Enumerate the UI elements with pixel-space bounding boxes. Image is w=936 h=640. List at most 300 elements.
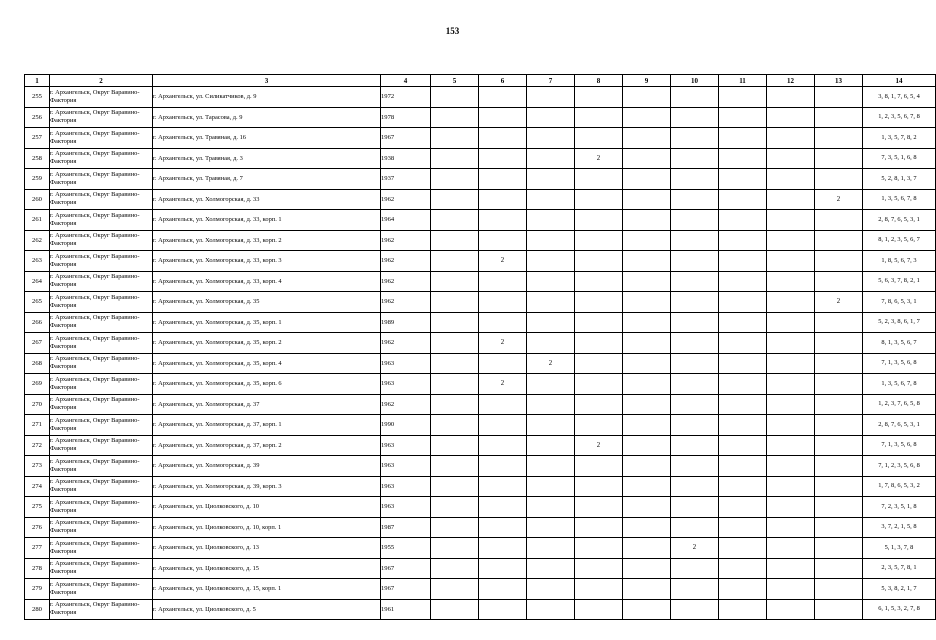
value-cell-c12 bbox=[767, 353, 815, 374]
address-cell: г. Архангельск, ул. Холмогорская, д. 35, корп. 1 bbox=[153, 312, 381, 333]
year-cell: 1967 bbox=[381, 579, 431, 600]
address-cell: г. Архангельск, ул. Травяная, д. 16 bbox=[153, 128, 381, 149]
value-cell-c6 bbox=[479, 394, 527, 415]
col-header: 6 bbox=[479, 75, 527, 87]
value-cell-c9 bbox=[623, 579, 671, 600]
value-cell-c8 bbox=[575, 189, 623, 210]
value-cell-c7 bbox=[527, 538, 575, 559]
value-cell-c7 bbox=[527, 292, 575, 313]
value-cell-c11 bbox=[719, 169, 767, 190]
value-cell-c12 bbox=[767, 435, 815, 456]
value-cell-c11 bbox=[719, 148, 767, 169]
codes-cell: 1, 8, 5, 6, 7, 3 bbox=[863, 251, 936, 272]
value-cell-c10 bbox=[671, 374, 719, 395]
page-number: 153 bbox=[445, 26, 460, 36]
value-cell-c7 bbox=[527, 394, 575, 415]
value-cell-c9 bbox=[623, 87, 671, 108]
value-cell-c7 bbox=[527, 251, 575, 272]
value-cell-c6: 2 bbox=[479, 374, 527, 395]
year-cell: 1962 bbox=[381, 394, 431, 415]
value-cell-c13 bbox=[815, 558, 863, 579]
address-cell: г. Архангельск, ул. Холмогорская, д. 35 bbox=[153, 292, 381, 313]
value-cell-c9 bbox=[623, 189, 671, 210]
value-cell-c12 bbox=[767, 333, 815, 354]
row-number-cell: 255 bbox=[25, 87, 50, 108]
value-cell-c11 bbox=[719, 87, 767, 108]
value-cell-c11 bbox=[719, 538, 767, 559]
codes-cell: 7, 1, 2, 3, 5, 6, 8 bbox=[863, 456, 936, 477]
codes-cell: 3, 8, 1, 7, 6, 5, 4 bbox=[863, 87, 936, 108]
col-header: 4 bbox=[381, 75, 431, 87]
value-cell-c9 bbox=[623, 517, 671, 538]
row-number-cell: 260 bbox=[25, 189, 50, 210]
table-row bbox=[25, 599, 936, 620]
value-cell-c7 bbox=[527, 230, 575, 251]
value-cell-c8 bbox=[575, 107, 623, 128]
district-cell: г. Архангельск, Округ Варавино-Фактория bbox=[50, 189, 153, 210]
col-header: 7 bbox=[527, 75, 575, 87]
district-cell: г. Архангельск, Округ Варавино-Фактория bbox=[50, 353, 153, 374]
value-cell-c9 bbox=[623, 210, 671, 231]
value-cell-c8: 2 bbox=[575, 148, 623, 169]
district-cell: г. Архангельск, Округ Варавино-Фактория bbox=[50, 271, 153, 292]
table-body bbox=[25, 87, 936, 620]
value-cell-c12 bbox=[767, 517, 815, 538]
value-cell-c7 bbox=[527, 579, 575, 600]
value-cell-c7 bbox=[527, 107, 575, 128]
value-cell-c11 bbox=[719, 497, 767, 518]
value-cell-c9 bbox=[623, 456, 671, 477]
value-cell-c10 bbox=[671, 107, 719, 128]
value-cell-c7 bbox=[527, 169, 575, 190]
value-cell-c8 bbox=[575, 476, 623, 497]
value-cell-c5 bbox=[431, 599, 479, 620]
value-cell-c7 bbox=[527, 599, 575, 620]
value-cell-c5 bbox=[431, 87, 479, 108]
value-cell-c5 bbox=[431, 538, 479, 559]
value-cell-c12 bbox=[767, 579, 815, 600]
value-cell-c7 bbox=[527, 456, 575, 477]
value-cell-c5 bbox=[431, 107, 479, 128]
address-cell: г. Архангельск, ул. Циолковского, д. 15 bbox=[153, 558, 381, 579]
value-cell-c6 bbox=[479, 169, 527, 190]
value-cell-c12 bbox=[767, 415, 815, 436]
value-cell-c8 bbox=[575, 353, 623, 374]
value-cell-c11 bbox=[719, 579, 767, 600]
year-cell: 1937 bbox=[381, 169, 431, 190]
value-cell-c9 bbox=[623, 107, 671, 128]
table-row bbox=[25, 148, 936, 169]
value-cell-c9 bbox=[623, 497, 671, 518]
row-number-cell: 261 bbox=[25, 210, 50, 231]
value-cell-c7 bbox=[527, 312, 575, 333]
row-number-cell: 264 bbox=[25, 271, 50, 292]
address-cell: г. Архангельск, ул. Холмогорская, д. 37, корп. 1 bbox=[153, 415, 381, 436]
codes-cell: 2, 3, 5, 7, 8, 1 bbox=[863, 558, 936, 579]
value-cell-c12 bbox=[767, 189, 815, 210]
value-cell-c6 bbox=[479, 230, 527, 251]
address-cell: г. Архангельск, ул. Циолковского, д. 15, корп. 1 bbox=[153, 579, 381, 600]
value-cell-c7 bbox=[527, 435, 575, 456]
row-number-cell: 270 bbox=[25, 394, 50, 415]
value-cell-c6 bbox=[479, 497, 527, 518]
value-cell-c11 bbox=[719, 292, 767, 313]
address-cell: г. Архангельск, ул. Циолковского, д. 13 bbox=[153, 538, 381, 559]
value-cell-c11 bbox=[719, 251, 767, 272]
value-cell-c8 bbox=[575, 87, 623, 108]
value-cell-c6 bbox=[479, 476, 527, 497]
address-cell: г. Архангельск, ул. Холмогорская, д. 39 bbox=[153, 456, 381, 477]
value-cell-c8 bbox=[575, 128, 623, 149]
value-cell-c6 bbox=[479, 210, 527, 231]
value-cell-c13 bbox=[815, 333, 863, 354]
value-cell-c9 bbox=[623, 169, 671, 190]
value-cell-c12 bbox=[767, 497, 815, 518]
year-cell: 1962 bbox=[381, 230, 431, 251]
value-cell-c5 bbox=[431, 271, 479, 292]
col-header: 3 bbox=[153, 75, 381, 87]
value-cell-c12 bbox=[767, 169, 815, 190]
value-cell-c11 bbox=[719, 312, 767, 333]
row-number-cell: 257 bbox=[25, 128, 50, 149]
value-cell-c5 bbox=[431, 415, 479, 436]
value-cell-c8 bbox=[575, 230, 623, 251]
codes-cell: 7, 1, 3, 5, 6, 8 bbox=[863, 435, 936, 456]
value-cell-c11 bbox=[719, 476, 767, 497]
value-cell-c8 bbox=[575, 415, 623, 436]
value-cell-c9 bbox=[623, 558, 671, 579]
row-number-cell: 278 bbox=[25, 558, 50, 579]
value-cell-c12 bbox=[767, 476, 815, 497]
value-cell-c11 bbox=[719, 210, 767, 231]
row-number-cell: 277 bbox=[25, 538, 50, 559]
table-row bbox=[25, 210, 936, 231]
col-header: 9 bbox=[623, 75, 671, 87]
value-cell-c7 bbox=[527, 517, 575, 538]
col-header: 11 bbox=[719, 75, 767, 87]
value-cell-c12 bbox=[767, 374, 815, 395]
value-cell-c13 bbox=[815, 394, 863, 415]
district-cell: г. Архангельск, Округ Варавино-Фактория bbox=[50, 497, 153, 518]
row-number-cell: 280 bbox=[25, 599, 50, 620]
value-cell-c10 bbox=[671, 271, 719, 292]
value-cell-c5 bbox=[431, 394, 479, 415]
value-cell-c8 bbox=[575, 558, 623, 579]
table-row bbox=[25, 353, 936, 374]
district-cell: г. Архангельск, Округ Варавино-Фактория bbox=[50, 148, 153, 169]
col-header: 5 bbox=[431, 75, 479, 87]
value-cell-c6 bbox=[479, 579, 527, 600]
value-cell-c12 bbox=[767, 456, 815, 477]
header-row bbox=[25, 75, 936, 87]
value-cell-c8 bbox=[575, 169, 623, 190]
value-cell-c8 bbox=[575, 497, 623, 518]
address-cell: г. Архангельск, ул. Холмогорская, д. 35, корп. 6 bbox=[153, 374, 381, 395]
value-cell-c9 bbox=[623, 599, 671, 620]
value-cell-c10 bbox=[671, 435, 719, 456]
col-header: 12 bbox=[767, 75, 815, 87]
col-header: 13 bbox=[815, 75, 863, 87]
value-cell-c7 bbox=[527, 374, 575, 395]
row-number-cell: 274 bbox=[25, 476, 50, 497]
row-number-cell: 259 bbox=[25, 169, 50, 190]
row-number-cell: 272 bbox=[25, 435, 50, 456]
value-cell-c11 bbox=[719, 415, 767, 436]
value-cell-c11 bbox=[719, 189, 767, 210]
value-cell-c9 bbox=[623, 435, 671, 456]
row-number-cell: 268 bbox=[25, 353, 50, 374]
value-cell-c6 bbox=[479, 538, 527, 559]
district-cell: г. Архангельск, Округ Варавино-Фактория bbox=[50, 374, 153, 395]
value-cell-c5 bbox=[431, 476, 479, 497]
row-number-cell: 258 bbox=[25, 148, 50, 169]
year-cell: 1964 bbox=[381, 210, 431, 231]
value-cell-c13 bbox=[815, 415, 863, 436]
value-cell-c7 bbox=[527, 148, 575, 169]
value-cell-c8 bbox=[575, 579, 623, 600]
value-cell-c10 bbox=[671, 579, 719, 600]
value-cell-c11 bbox=[719, 333, 767, 354]
value-cell-c13 bbox=[815, 497, 863, 518]
district-cell: г. Архангельск, Округ Варавино-Фактория bbox=[50, 87, 153, 108]
table-row bbox=[25, 312, 936, 333]
value-cell-c9 bbox=[623, 230, 671, 251]
value-cell-c5 bbox=[431, 251, 479, 272]
row-number-cell: 256 bbox=[25, 107, 50, 128]
year-cell: 1962 bbox=[381, 333, 431, 354]
value-cell-c6 bbox=[479, 558, 527, 579]
value-cell-c10 bbox=[671, 251, 719, 272]
year-cell: 1967 bbox=[381, 558, 431, 579]
row-number-cell: 271 bbox=[25, 415, 50, 436]
value-cell-c5 bbox=[431, 558, 479, 579]
codes-cell: 1, 3, 5, 7, 8, 2 bbox=[863, 128, 936, 149]
row-number-cell: 279 bbox=[25, 579, 50, 600]
value-cell-c13 bbox=[815, 148, 863, 169]
value-cell-c13: 2 bbox=[815, 189, 863, 210]
value-cell-c10 bbox=[671, 333, 719, 354]
year-cell: 1938 bbox=[381, 148, 431, 169]
table-row bbox=[25, 497, 936, 518]
value-cell-c9 bbox=[623, 271, 671, 292]
value-cell-c7 bbox=[527, 189, 575, 210]
value-cell-c8 bbox=[575, 271, 623, 292]
district-cell: г. Архангельск, Округ Варавино-Фактория bbox=[50, 558, 153, 579]
year-cell: 1989 bbox=[381, 312, 431, 333]
address-cell: г. Архангельск, ул. Холмогорская, д. 33 bbox=[153, 189, 381, 210]
value-cell-c8 bbox=[575, 333, 623, 354]
table-row bbox=[25, 107, 936, 128]
value-cell-c9 bbox=[623, 353, 671, 374]
value-cell-c12 bbox=[767, 599, 815, 620]
value-cell-c11 bbox=[719, 394, 767, 415]
year-cell: 1962 bbox=[381, 271, 431, 292]
value-cell-c6: 2 bbox=[479, 333, 527, 354]
address-cell: г. Архангельск, ул. Холмогорская, д. 39, корп. 3 bbox=[153, 476, 381, 497]
value-cell-c13 bbox=[815, 599, 863, 620]
table-row bbox=[25, 333, 936, 354]
value-cell-c11 bbox=[719, 107, 767, 128]
value-cell-c9 bbox=[623, 148, 671, 169]
year-cell: 1963 bbox=[381, 456, 431, 477]
district-cell: г. Архангельск, Округ Варавино-Фактория bbox=[50, 312, 153, 333]
address-cell: г. Архангельск, ул. Холмогорская, д. 33, корп. 1 bbox=[153, 210, 381, 231]
value-cell-c10: 2 bbox=[671, 538, 719, 559]
table-row bbox=[25, 435, 936, 456]
codes-cell: 1, 3, 5, 6, 7, 8 bbox=[863, 374, 936, 395]
value-cell-c9 bbox=[623, 538, 671, 559]
value-cell-c10 bbox=[671, 128, 719, 149]
value-cell-c5 bbox=[431, 435, 479, 456]
value-cell-c10 bbox=[671, 415, 719, 436]
value-cell-c9 bbox=[623, 333, 671, 354]
value-cell-c8 bbox=[575, 456, 623, 477]
district-cell: г. Архангельск, Округ Варавино-Фактория bbox=[50, 599, 153, 620]
table-row bbox=[25, 538, 936, 559]
year-cell: 1963 bbox=[381, 353, 431, 374]
year-cell: 1962 bbox=[381, 251, 431, 272]
row-number-cell: 273 bbox=[25, 456, 50, 477]
row-number-cell: 266 bbox=[25, 312, 50, 333]
value-cell-c13 bbox=[815, 353, 863, 374]
value-cell-c7 bbox=[527, 128, 575, 149]
value-cell-c9 bbox=[623, 251, 671, 272]
value-cell-c12 bbox=[767, 210, 815, 231]
district-cell: г. Архангельск, Округ Варавино-Фактория bbox=[50, 251, 153, 272]
codes-cell: 5, 1, 3, 7, 8 bbox=[863, 538, 936, 559]
value-cell-c12 bbox=[767, 251, 815, 272]
value-cell-c12 bbox=[767, 107, 815, 128]
value-cell-c13 bbox=[815, 128, 863, 149]
address-cell: г. Архангельск, ул. Циолковского, д. 10, корп. 1 bbox=[153, 517, 381, 538]
row-number-cell: 262 bbox=[25, 230, 50, 251]
value-cell-c10 bbox=[671, 599, 719, 620]
value-cell-c6 bbox=[479, 353, 527, 374]
value-cell-c12 bbox=[767, 128, 815, 149]
value-cell-c7 bbox=[527, 333, 575, 354]
year-cell: 1987 bbox=[381, 517, 431, 538]
address-cell: г. Архангельск, ул. Холмогорская, д. 33, корп. 4 bbox=[153, 271, 381, 292]
address-cell: г. Архангельск, ул. Циолковского, д. 5 bbox=[153, 599, 381, 620]
value-cell-c13 bbox=[815, 251, 863, 272]
value-cell-c13 bbox=[815, 210, 863, 231]
value-cell-c7 bbox=[527, 271, 575, 292]
year-cell: 1962 bbox=[381, 292, 431, 313]
codes-cell: 7, 1, 3, 5, 6, 8 bbox=[863, 353, 936, 374]
district-cell: г. Архангельск, Округ Варавино-Фактория bbox=[50, 415, 153, 436]
value-cell-c6 bbox=[479, 271, 527, 292]
value-cell-c10 bbox=[671, 87, 719, 108]
value-cell-c12 bbox=[767, 87, 815, 108]
value-cell-c10 bbox=[671, 456, 719, 477]
value-cell-c8 bbox=[575, 374, 623, 395]
codes-cell: 5, 2, 8, 1, 3, 7 bbox=[863, 169, 936, 190]
value-cell-c8 bbox=[575, 210, 623, 231]
value-cell-c11 bbox=[719, 435, 767, 456]
value-cell-c5 bbox=[431, 148, 479, 169]
address-cell: г. Архангельск, ул. Травяная, д. 7 bbox=[153, 169, 381, 190]
table-row bbox=[25, 558, 936, 579]
table-row bbox=[25, 517, 936, 538]
value-cell-c11 bbox=[719, 128, 767, 149]
codes-cell: 3, 7, 2, 1, 5, 8 bbox=[863, 517, 936, 538]
codes-cell: 1, 2, 3, 5, 6, 7, 8 bbox=[863, 107, 936, 128]
value-cell-c13: 2 bbox=[815, 292, 863, 313]
value-cell-c8 bbox=[575, 292, 623, 313]
value-cell-c7 bbox=[527, 476, 575, 497]
codes-cell: 1, 7, 8, 6, 5, 3, 2 bbox=[863, 476, 936, 497]
value-cell-c12 bbox=[767, 394, 815, 415]
value-cell-c13 bbox=[815, 87, 863, 108]
codes-cell: 5, 6, 3, 7, 8, 2, 1 bbox=[863, 271, 936, 292]
value-cell-c10 bbox=[671, 292, 719, 313]
year-cell: 1978 bbox=[381, 107, 431, 128]
value-cell-c10 bbox=[671, 517, 719, 538]
district-cell: г. Архангельск, Округ Варавино-Фактория bbox=[50, 169, 153, 190]
year-cell: 1961 bbox=[381, 599, 431, 620]
value-cell-c13 bbox=[815, 538, 863, 559]
value-cell-c5 bbox=[431, 497, 479, 518]
table-row bbox=[25, 271, 936, 292]
value-cell-c11 bbox=[719, 517, 767, 538]
year-cell: 1963 bbox=[381, 374, 431, 395]
table-row bbox=[25, 251, 936, 272]
year-cell: 1963 bbox=[381, 476, 431, 497]
row-number-cell: 269 bbox=[25, 374, 50, 395]
value-cell-c13 bbox=[815, 107, 863, 128]
district-cell: г. Архангельск, Округ Варавино-Фактория bbox=[50, 394, 153, 415]
value-cell-c11 bbox=[719, 558, 767, 579]
value-cell-c10 bbox=[671, 497, 719, 518]
value-cell-c10 bbox=[671, 476, 719, 497]
value-cell-c9 bbox=[623, 415, 671, 436]
value-cell-c11 bbox=[719, 230, 767, 251]
value-cell-c12 bbox=[767, 538, 815, 559]
value-cell-c8: 2 bbox=[575, 435, 623, 456]
year-cell: 1990 bbox=[381, 415, 431, 436]
value-cell-c7 bbox=[527, 87, 575, 108]
codes-cell: 8, 1, 3, 5, 6, 7 bbox=[863, 333, 936, 354]
codes-cell: 5, 2, 3, 8, 6, 1, 7 bbox=[863, 312, 936, 333]
codes-cell: 2, 8, 7, 6, 5, 3, 1 bbox=[863, 415, 936, 436]
value-cell-c5 bbox=[431, 292, 479, 313]
codes-cell: 2, 8, 7, 6, 5, 3, 1 bbox=[863, 210, 936, 231]
value-cell-c5 bbox=[431, 353, 479, 374]
col-header: 2 bbox=[50, 75, 153, 87]
value-cell-c6 bbox=[479, 107, 527, 128]
value-cell-c13 bbox=[815, 169, 863, 190]
address-cell: г. Архангельск, ул. Силикатчиков, д. 9 bbox=[153, 87, 381, 108]
codes-cell: 5, 3, 8, 2, 1, 7 bbox=[863, 579, 936, 600]
value-cell-c13 bbox=[815, 435, 863, 456]
col-header: 10 bbox=[671, 75, 719, 87]
value-cell-c10 bbox=[671, 230, 719, 251]
value-cell-c12 bbox=[767, 312, 815, 333]
row-number-cell: 267 bbox=[25, 333, 50, 354]
value-cell-c6: 2 bbox=[479, 251, 527, 272]
value-cell-c8 bbox=[575, 394, 623, 415]
year-cell: 1963 bbox=[381, 435, 431, 456]
value-cell-c10 bbox=[671, 353, 719, 374]
value-cell-c10 bbox=[671, 394, 719, 415]
value-cell-c9 bbox=[623, 476, 671, 497]
codes-cell: 6, 1, 5, 3, 2, 7, 8 bbox=[863, 599, 936, 620]
value-cell-c12 bbox=[767, 230, 815, 251]
row-number-cell: 265 bbox=[25, 292, 50, 313]
value-cell-c6 bbox=[479, 599, 527, 620]
table-row bbox=[25, 415, 936, 436]
district-cell: г. Архангельск, Округ Варавино-Фактория bbox=[50, 579, 153, 600]
